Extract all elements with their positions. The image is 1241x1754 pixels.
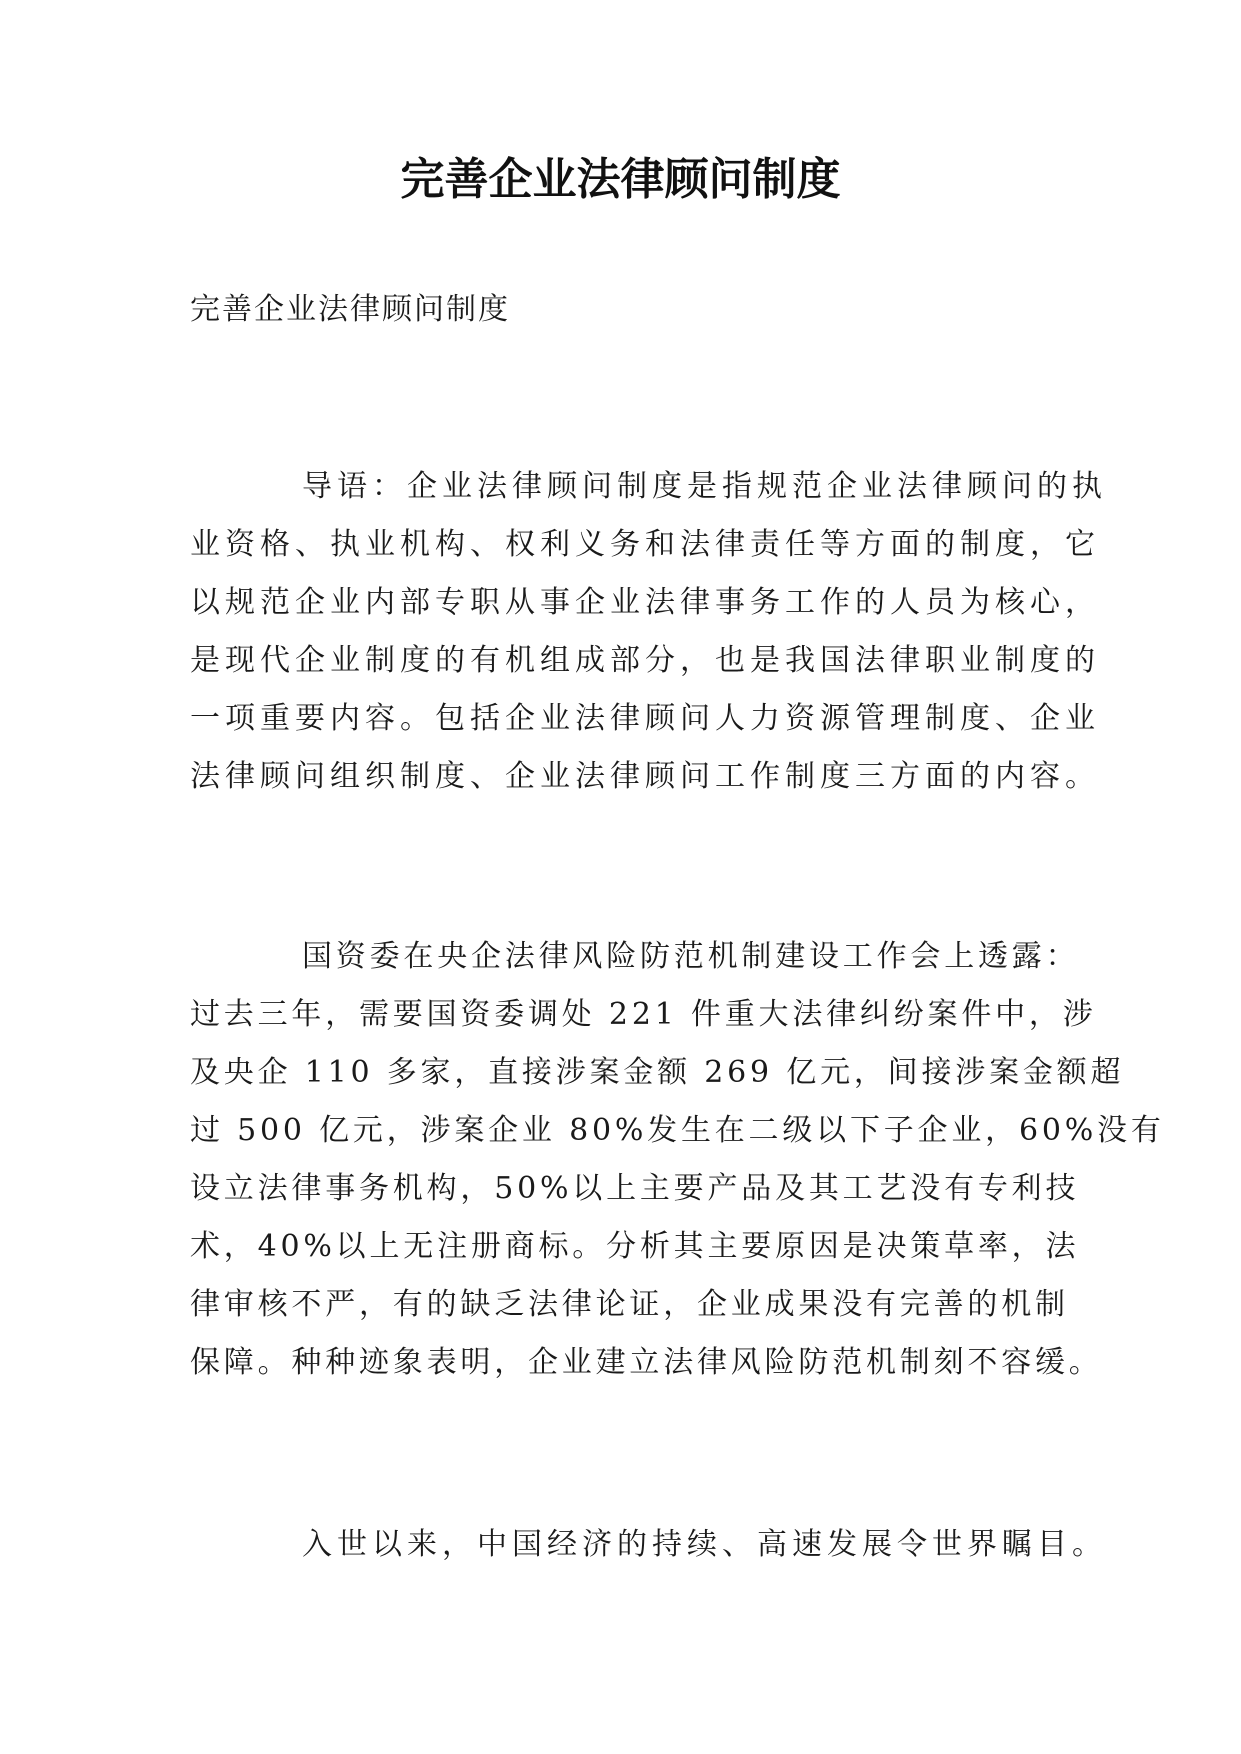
paragraph-line: 是现代企业制度的有机组成部分，也是我国法律职业制度的 bbox=[190, 643, 1100, 678]
paragraph-line: 法律顾问组织制度、企业法律顾问工作制度三方面的内容。 bbox=[190, 759, 1100, 794]
paragraph-line: 入世以来，中国经济的持续、高速发展令世界瞩目。 bbox=[302, 1527, 1107, 1562]
paragraph-line: 律审核不严，有的缺乏法律论证，企业成果没有完善的机制 bbox=[190, 1287, 1069, 1322]
paragraph-line: 设立法律事务机构，50%以上主要产品及其工艺没有专利技 bbox=[190, 1171, 1080, 1206]
paragraph-line: 过去三年，需要国资委调处 221 件重大法律纠纷案件中，涉 bbox=[190, 997, 1097, 1032]
paragraph-line: 保障。种种迹象表明，企业建立法律风险防范机制刻不容缓。 bbox=[190, 1345, 1103, 1380]
paragraph-wto bbox=[190, 1516, 1107, 1574]
paragraph-line: 一项重要内容。包括企业法律顾问人力资源管理制度、企业 bbox=[190, 701, 1100, 736]
document-subtitle: 完善企业法律顾问制度 bbox=[190, 292, 510, 327]
paragraph-line: 以规范企业内部专职从事企业法律事务工作的人员为核心， bbox=[190, 585, 1100, 620]
paragraph-line: 国资委在央企法律风险防范机制建设工作会上透露： bbox=[302, 939, 1080, 974]
paragraph-sasac bbox=[190, 928, 1165, 1392]
paragraph-line: 及央企 110 多家，直接涉案金额 269 亿元，间接涉案金额超 bbox=[190, 1055, 1125, 1090]
paragraph-line: 业资格、执业机构、权利义务和法律责任等方面的制度，它 bbox=[190, 527, 1100, 562]
paragraph-line: 导语：企业法律顾问制度是指规范企业法律顾问的执 bbox=[302, 469, 1107, 504]
paragraph-intro bbox=[190, 458, 1107, 806]
paragraph-line: 术，40%以上无注册商标。分析其主要原因是决策草率，法 bbox=[190, 1229, 1080, 1264]
paragraph-line: 过 500 亿元，涉案企业 80%发生在二级以下子企业，60%没有 bbox=[190, 1113, 1165, 1148]
document-title: 完善企业法律顾问制度 bbox=[400, 154, 841, 205]
